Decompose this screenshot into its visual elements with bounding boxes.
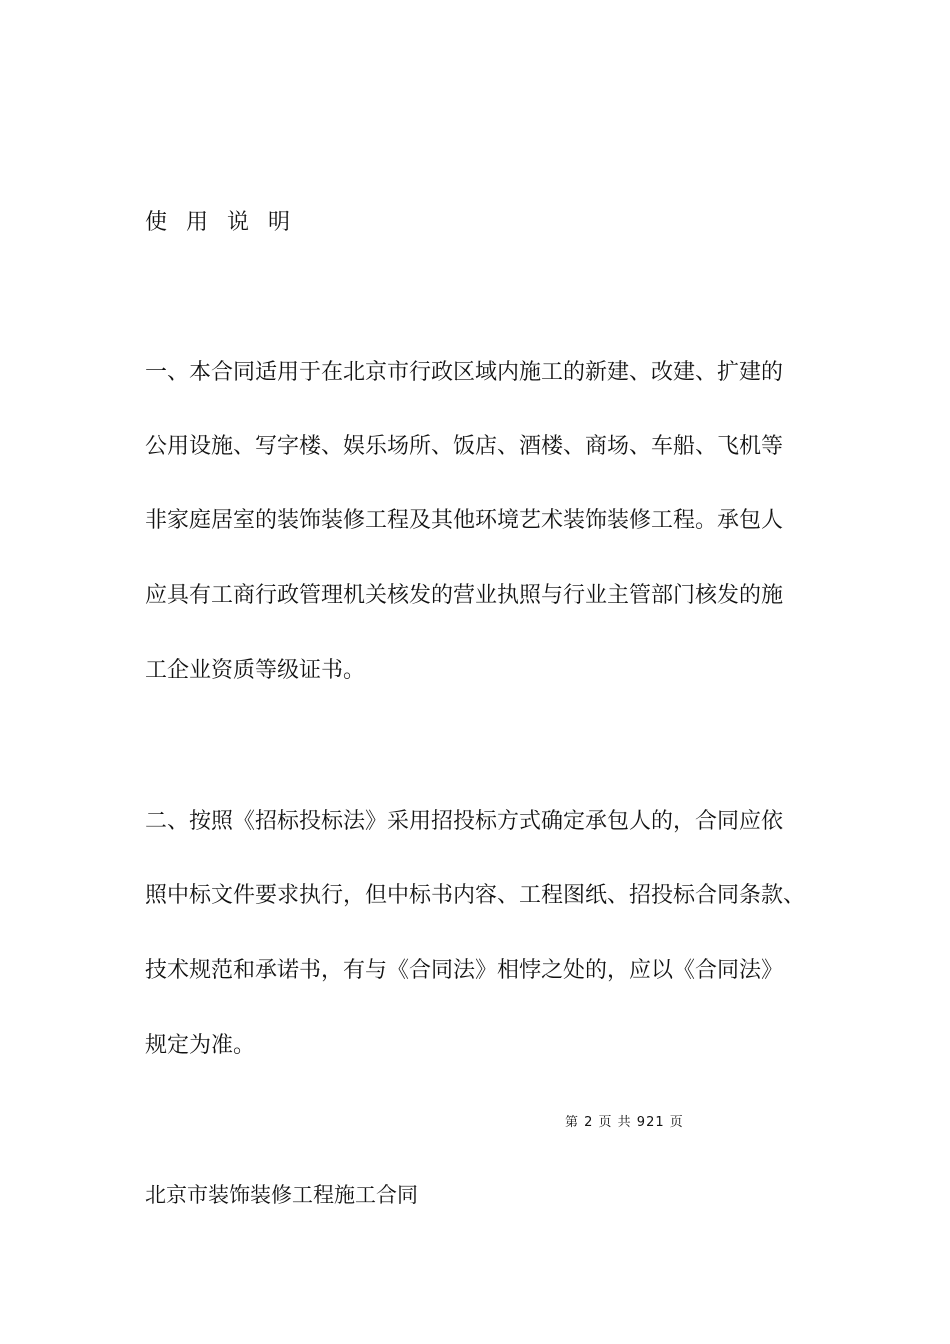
contract-heading: 北京市装饰装修工程施工合同 xyxy=(145,1183,418,1207)
section-1-line: 应具有工商行政管理机关核发的营业执照与行业主管部门核发的施 xyxy=(145,583,784,608)
section-2-line: 二、按照《招标投标法》采用招投标方式确定承包人的，合同应依 xyxy=(145,809,784,834)
page-title: 使 用 说 明 xyxy=(145,210,296,235)
section-1-line: 一、本合同适用于在北京市行政区域内施工的新建、改建、扩建的 xyxy=(145,360,784,385)
section-2-line: 技术规范和承诺书，有与《合同法》相悖之处的，应以《合同法》 xyxy=(145,958,784,983)
section-2-line: 照中标文件要求执行，但中标书内容、工程图纸、招投标合同条款、 xyxy=(145,883,806,908)
section-1-line: 工企业资质等级证书。 xyxy=(145,658,366,683)
page-number-footer: 第 2 页 共 921 页 xyxy=(565,1115,684,1130)
section-1-line: 非家庭居室的装饰装修工程及其他环境艺术装饰装修工程。承包人 xyxy=(145,508,784,533)
section-2-line: 规定为准。 xyxy=(145,1033,256,1058)
section-1-line: 公用设施、写字楼、娱乐场所、饭店、酒楼、商场、车船、飞机等 xyxy=(145,434,784,459)
